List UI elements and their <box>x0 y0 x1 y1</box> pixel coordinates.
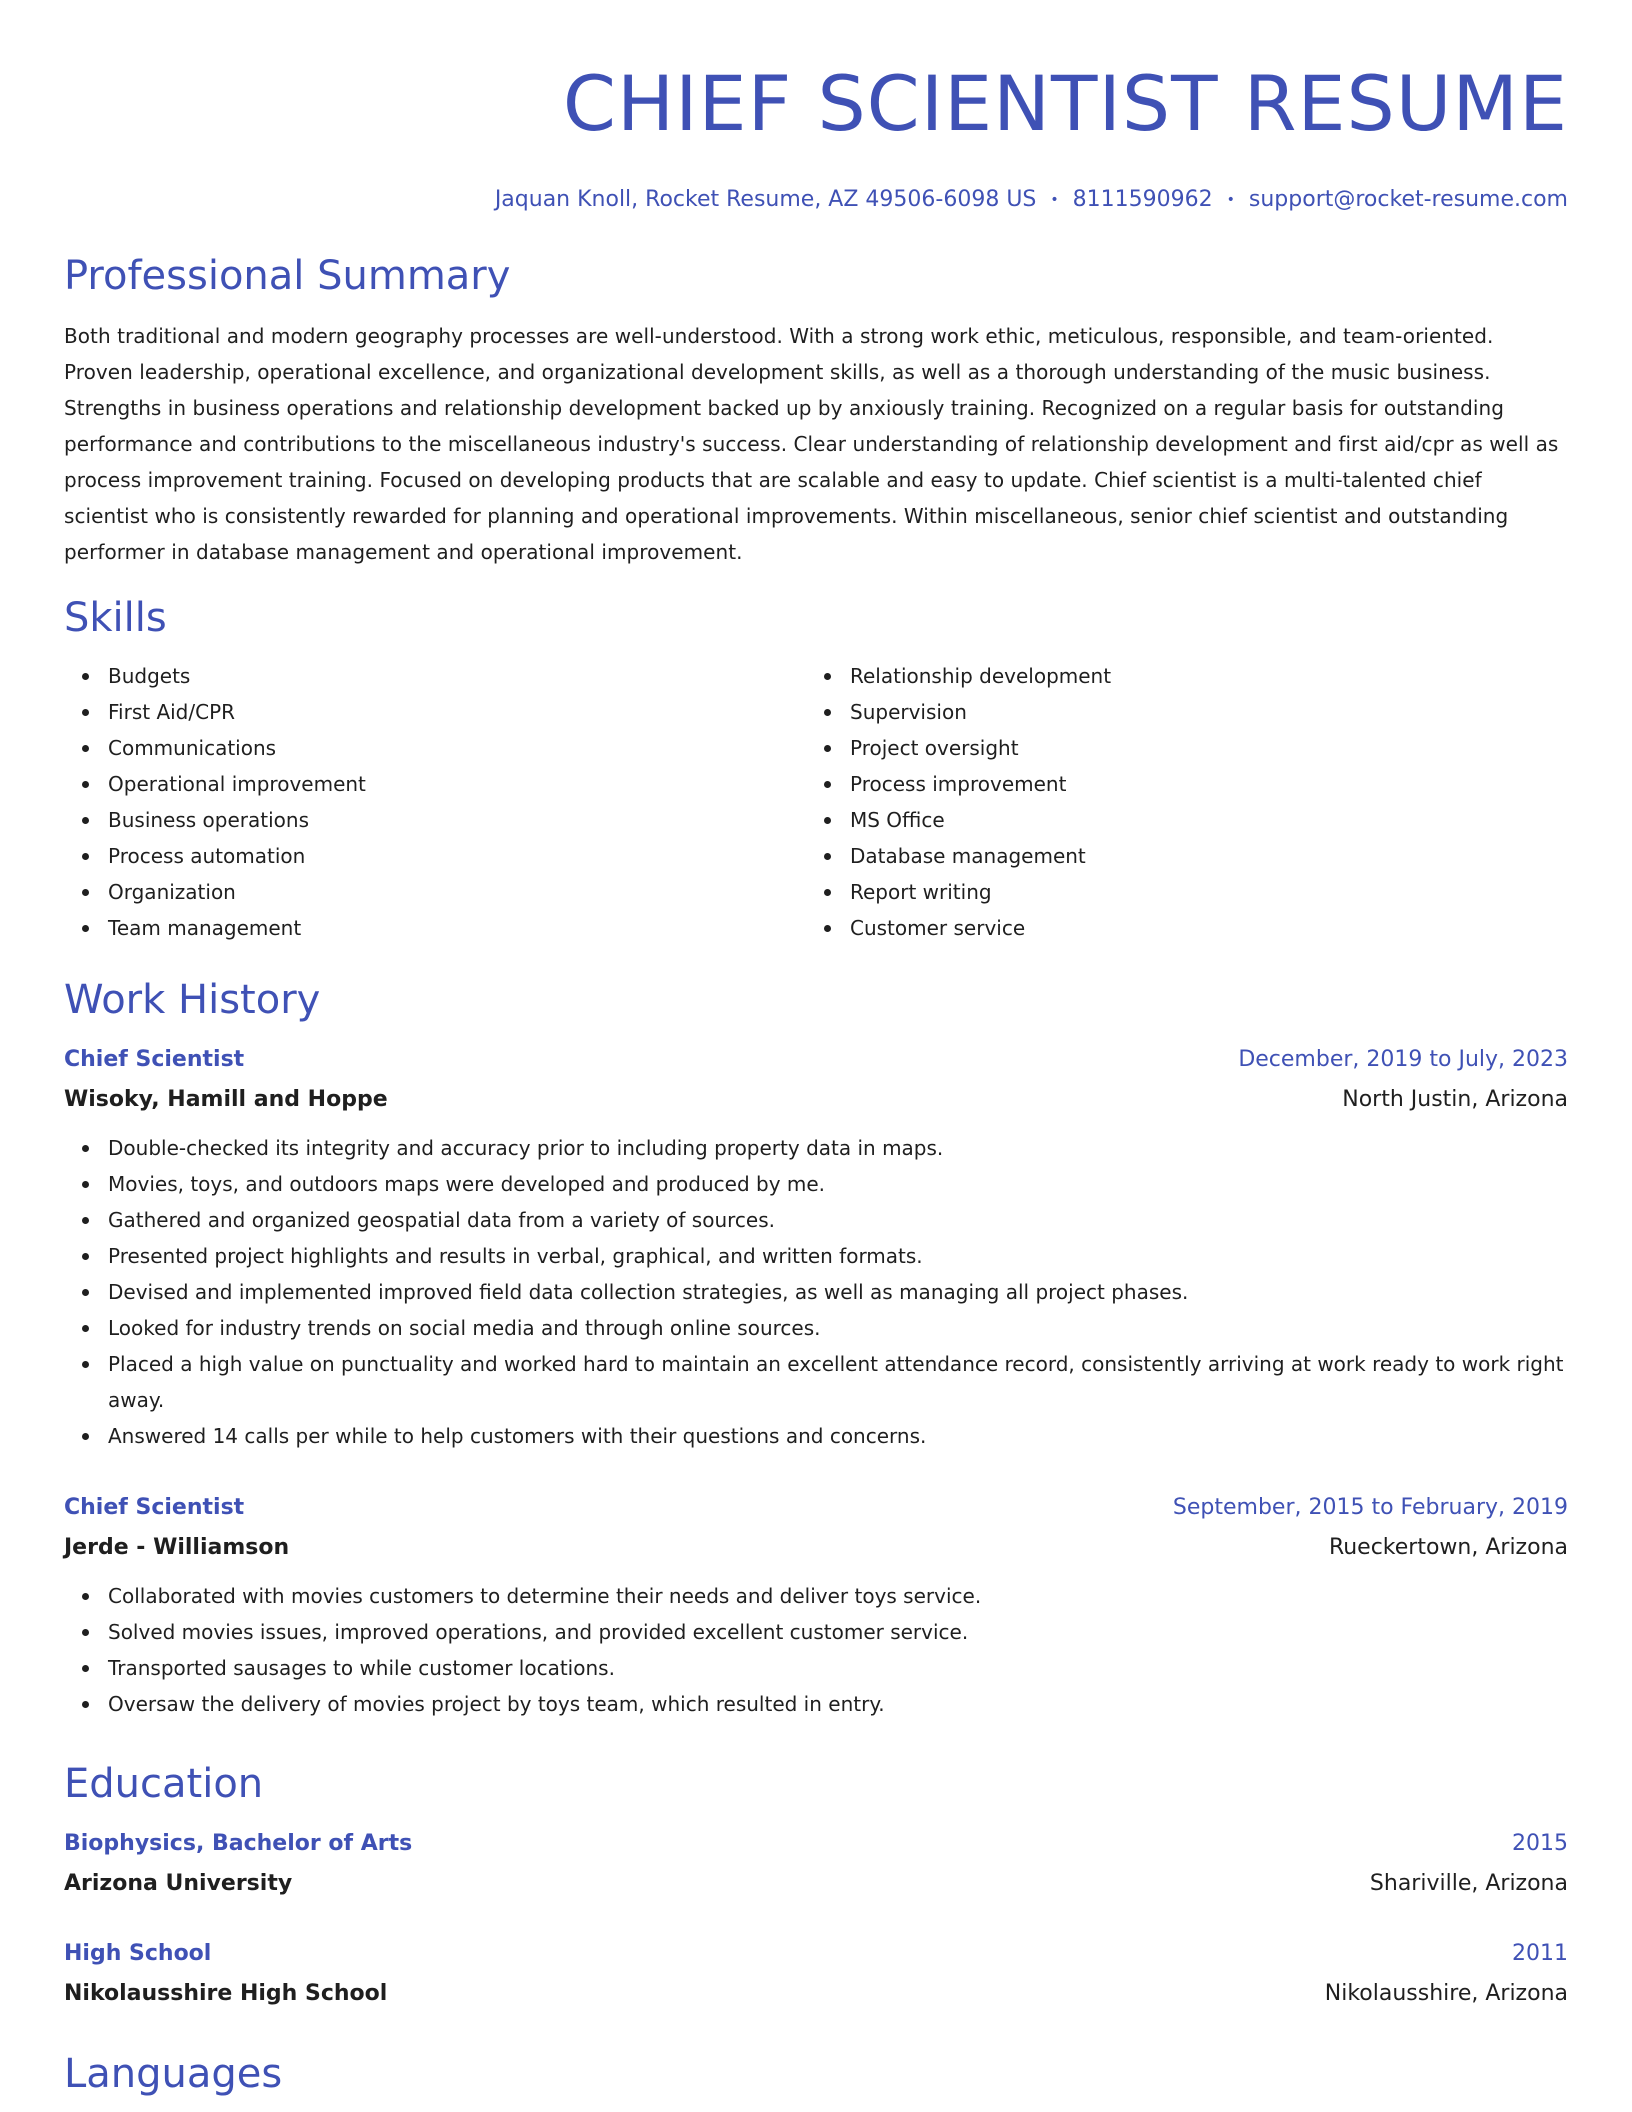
education-school: Nikolausshire High School <box>64 1981 388 2006</box>
summary-text: Both traditional and modern geography processes are well-understood. With a strong work ethic, meticulous, responsible, and team-oriented. Proven leadership, operational excellence, and organizational development skills, as well as a thorough understanding of the music business. Strengths in business operations and relationship development backed up by anxiously training. Recognized on a regular basis for outstanding performance and contributions to the miscellaneous industry's success. Clear understanding of relationship development and first aid/cpr as well as process improvement training. Focused on developing products that are scalable and easy to update. Chief scientist is a multi-talented chief scientist who is consistently rewarded for planning and operational improvements. Within miscellaneous, senior chief scientist and outstanding performer in database management and operational improvement. <box>64 324 1559 564</box>
job-bullet: Presented project highlights and results in verbal, graphical, and written formats. <box>108 1238 1568 1274</box>
job-bullet: Transported sausages to while customer locations. <box>108 1650 1568 1686</box>
education-entry <box>64 1824 1568 1904</box>
languages-section <box>64 2048 1568 2100</box>
education-degree: High School <box>64 1941 212 1966</box>
skill-item: Organization <box>108 874 806 910</box>
contact-line <box>64 186 1568 214</box>
skill-item: Process improvement <box>850 766 1548 802</box>
job-bullet: Looked for industry trends on social media and through online sources. <box>108 1310 1568 1346</box>
skill-item: Communications <box>108 730 806 766</box>
education-location: Nikolausshire, Arizona <box>1324 1981 1568 2006</box>
work-history-section <box>64 974 1568 1722</box>
job-bullet: Movies, toys, and outdoors maps were developed and produced by me. <box>108 1166 1568 1202</box>
education-school-row <box>64 1974 1568 2014</box>
languages-heading: Languages <box>64 2051 283 2097</box>
job-entry <box>64 1488 1568 1722</box>
job-header-row <box>64 1488 1568 1528</box>
job-bullet: Placed a high value on punctuality and worked hard to maintain an excellent attendance record, consistently arriving at work ready to work right away. <box>108 1346 1568 1418</box>
contact-email: support@rocket-resume.com <box>1248 187 1568 212</box>
education-degree: Biophysics, Bachelor of Arts <box>64 1831 413 1856</box>
job-company: Wisoky, Hamill and Hoppe <box>64 1087 388 1112</box>
skill-item: Project oversight <box>850 730 1548 766</box>
job-bullets <box>64 1130 1568 1454</box>
skill-item: Database management <box>850 838 1548 874</box>
skill-item: First Aid/CPR <box>108 694 806 730</box>
skill-item: Supervision <box>850 694 1548 730</box>
work-history-heading: Work History <box>64 977 321 1023</box>
page-title: CHIEF SCIENTIST RESUME <box>562 59 1568 148</box>
education-entry <box>64 1934 1568 2014</box>
education-year: 2011 <box>1512 1941 1568 1966</box>
job-bullet: Collaborated with movies customers to determine their needs and deliver toys service. <box>108 1578 1568 1614</box>
job-header-row <box>64 1040 1568 1080</box>
job-company-row <box>64 1528 1568 1568</box>
skills-section <box>64 592 1568 946</box>
skills-columns <box>64 658 1568 946</box>
job-dates: September, 2015 to February, 2019 <box>1172 1495 1568 1520</box>
skills-heading: Skills <box>64 595 167 641</box>
contact-phone: 8111590962 <box>1072 187 1213 212</box>
job-title: Chief Scientist <box>64 1495 245 1520</box>
summary-section <box>64 250 1568 570</box>
skill-item: Process automation <box>108 838 806 874</box>
education-header-row <box>64 1824 1568 1864</box>
education-heading: Education <box>64 1761 264 1807</box>
education-year: 2015 <box>1512 1831 1568 1856</box>
summary-heading: Professional Summary <box>64 253 511 299</box>
skills-list-right <box>806 658 1548 946</box>
job-bullet: Answered 14 calls per while to help customers with their questions and concerns. <box>108 1418 1568 1454</box>
job-bullets <box>64 1578 1568 1722</box>
education-school-row <box>64 1864 1568 1904</box>
job-company: Jerde - Williamson <box>64 1535 290 1560</box>
education-location: Shariville, Arizona <box>1369 1871 1568 1896</box>
skill-item: Budgets <box>108 658 806 694</box>
contact-separator: • <box>1050 192 1059 208</box>
skill-item: Customer service <box>850 910 1548 946</box>
job-bullet: Solved movies issues, improved operations, and provided excellent customer service. <box>108 1614 1568 1650</box>
contact-separator: • <box>1226 192 1235 208</box>
job-bullet: Oversaw the delivery of movies project by toys team, which resulted in entry. <box>108 1686 1568 1722</box>
skill-item: Operational improvement <box>108 766 806 802</box>
job-bullet: Gathered and organized geospatial data from a variety of sources. <box>108 1202 1568 1238</box>
job-bullet: Double-checked its integrity and accuracy prior to including property data in maps. <box>108 1130 1568 1166</box>
job-title: Chief Scientist <box>64 1047 245 1072</box>
skill-item: Relationship development <box>850 658 1548 694</box>
skill-item: MS Office <box>850 802 1548 838</box>
education-school: Arizona University <box>64 1871 293 1896</box>
job-location: Rueckertown, Arizona <box>1328 1535 1568 1560</box>
education-header-row <box>64 1934 1568 1974</box>
job-location: North Justin, Arizona <box>1342 1087 1568 1112</box>
education-section <box>64 1758 1568 2014</box>
job-company-row <box>64 1080 1568 1120</box>
skill-item: Business operations <box>108 802 806 838</box>
skill-item: Report writing <box>850 874 1548 910</box>
skill-item: Team management <box>108 910 806 946</box>
job-bullet: Devised and implemented improved field data collection strategies, as well as managing all project phases. <box>108 1274 1568 1310</box>
contact-address: Jaquan Knoll, Rocket Resume, AZ 49506-6098 US <box>494 187 1037 212</box>
job-entry <box>64 1040 1568 1454</box>
skills-list-left <box>64 658 806 946</box>
job-dates: December, 2019 to July, 2023 <box>1238 1047 1568 1072</box>
